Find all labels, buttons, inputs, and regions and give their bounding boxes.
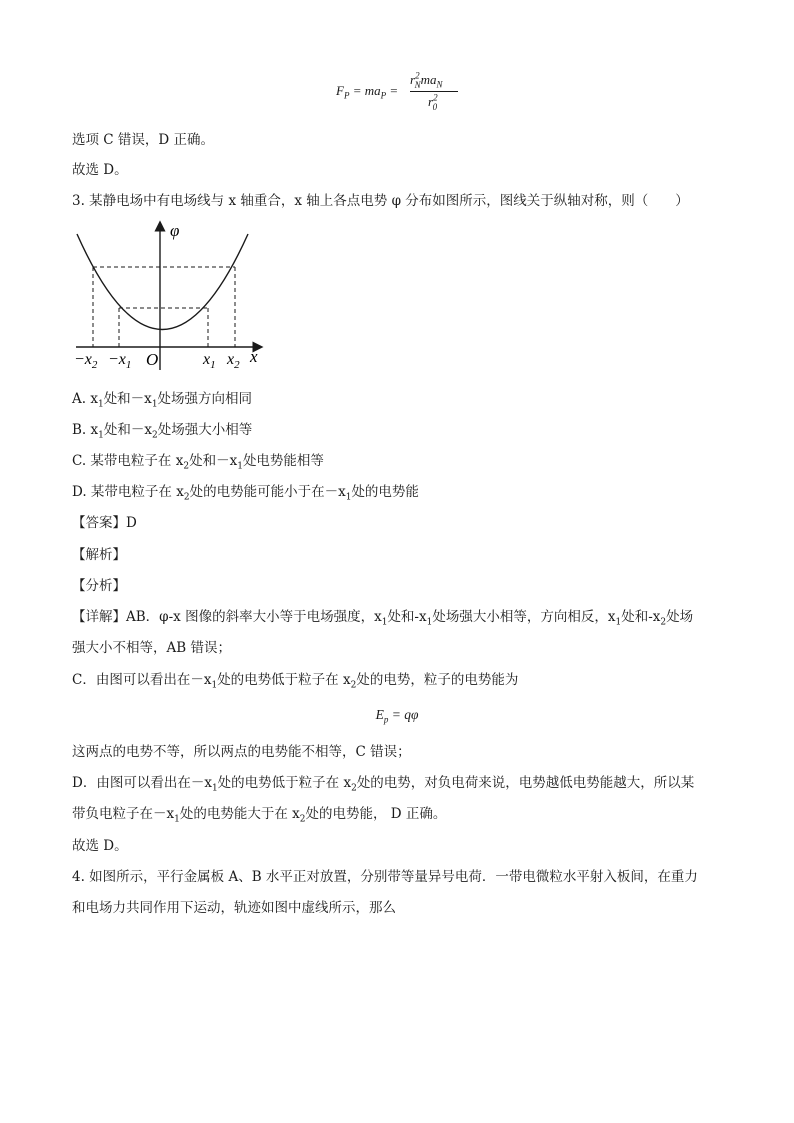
analysis-heading: 【解析】: [72, 547, 126, 563]
detail-choose: 故选 D。: [72, 838, 128, 854]
potential-curve: [77, 234, 248, 330]
formula-lhs: $F_P = ma_P$ =: [336, 83, 399, 101]
detail-c-line: C．由图可以看出在$-x_1$处的电势低于粒子在 $x_2$处的电势，粒子的电势能为: [72, 672, 519, 691]
detail-line-2: 强大小不相等，AB 错误；: [72, 640, 231, 656]
svg-text:x1: [202, 351, 216, 371]
formula-ep: $E_p = q\varphi$: [375, 707, 419, 725]
svg-text:−x2: [74, 351, 98, 371]
tick-label-sub: 1: [125, 359, 132, 371]
answer-line: [72, 513, 137, 533]
question-3-stem: 3. 某静电场中有电场线与 x 轴重合，x 轴上各点电势 φ 分布如图所示，图线关于纵轴对称，则（ ）: [72, 193, 689, 209]
y-axis-label: φ: [170, 221, 180, 240]
question-4-line-2: 和电场力共同作用下运动，轨迹如图中虚线所示，那么: [72, 900, 396, 916]
answer-bracket: 【答案】: [72, 515, 126, 531]
detail-line-1: 【详解】AB．φ-x 图像的斜率大小等于电场强度，$x_1$处和$-x_1$处场强大小相等，方向相反，$x_1$处和$-x_2$处场: [72, 609, 694, 628]
x-axis-label: x: [250, 347, 258, 366]
svg-text:x2: [226, 351, 240, 371]
origin-label: O: [146, 350, 159, 369]
option-c: C. 某带电粒子在 $x_2$处和$-x_1$处电势能相等: [72, 453, 324, 472]
detail-d-line-2: 带负电粒子在$-x_1$处的电势能大于在 $x_2$处的电势能， D 正确。: [72, 806, 447, 825]
tick-label: x: [227, 351, 235, 368]
formula-fp: [332, 72, 472, 122]
fenxi-heading: 【分析】: [72, 578, 126, 594]
potential-graph: [72, 220, 282, 380]
option-b: B. $x_1$处和$-x_2$处场强大小相等: [72, 422, 253, 441]
formula-denominator: $r^2_0$: [428, 92, 438, 112]
tick-label: −x: [74, 351, 92, 368]
text-line: 故选 D。: [72, 162, 128, 178]
tick-label: −x: [108, 351, 126, 368]
tick-label-sub: 1: [210, 359, 216, 371]
option-d: D. 某带电粒子在 $x_2$处的电势能可能小于在$-x_1$处的电势能: [72, 484, 419, 503]
detail-d-line-1: D．由图可以看出在$-x_1$处的电势低于粒子在 $x_2$处的电势，对负电荷来说，电势越低电势能越大，所以某: [72, 775, 695, 794]
tick-label-sub: 2: [234, 359, 240, 371]
tick-label: x: [203, 351, 211, 368]
svg-text:−x1: [108, 351, 131, 371]
tick-label-sub: 2: [91, 359, 98, 371]
option-a: A. $x_1$处和$-x_1$处场强方向相同: [72, 391, 253, 410]
formula-numerator: $r^2_Nma_N$: [410, 70, 443, 90]
text-line: 选项 C 错误，D 正确。: [72, 132, 215, 148]
answer-value: D: [126, 515, 137, 531]
detail-c-line-2: 这两点的电势不等，所以两点的电势能不相等，C 错误；: [72, 744, 411, 760]
question-4-line-1: 4. 如图所示，平行金属板 A、B 水平正对放置，分别带等量异号电荷．一带电微粒水平射入板间，在重力: [72, 869, 698, 885]
dashed-guides: [93, 267, 235, 347]
